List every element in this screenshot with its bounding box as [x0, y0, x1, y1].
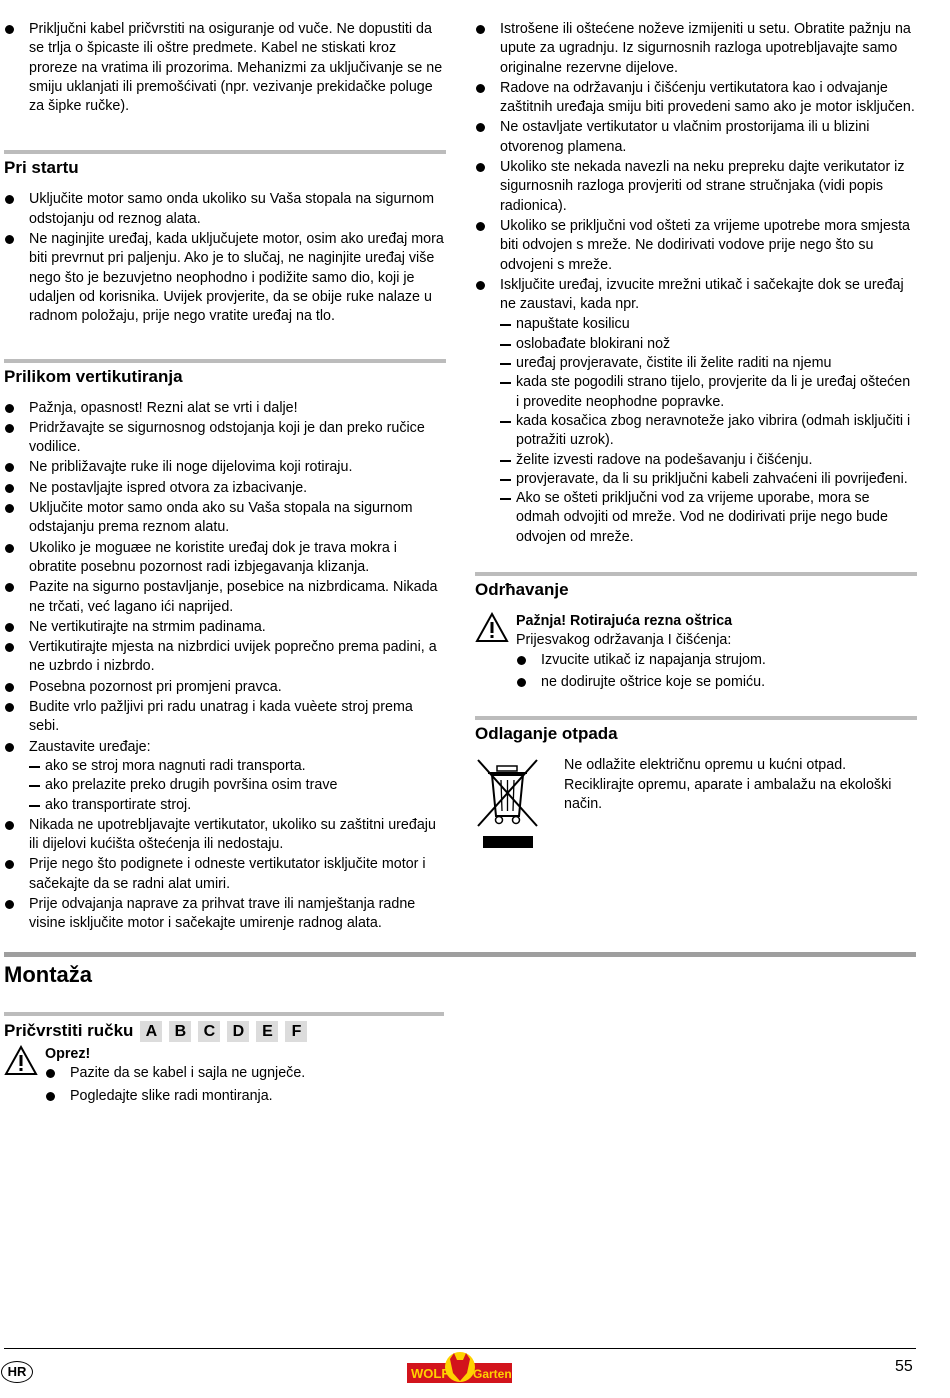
dash-item: kada kosačica zbog neravnoteže jako vibrira (odmah isključiti i potražiti uzrok). [500, 412, 917, 451]
list-item: Pridržavajte se sigurnosnog odstojanja koji je dan preko ručice vodilice. [4, 419, 446, 458]
dash-item: provjeravate, da li su priključni kabeli zahvaćeni ili povrijeđeni. [500, 470, 917, 489]
figure-label: F [285, 1021, 307, 1042]
warning-title: Pažnja! Rotirajuća rezna oštrica [516, 613, 733, 630]
section-title [4, 1020, 444, 1042]
list-item: Ukoliko je moguæe ne koristite uređaj dok je trava mokra i obratite posebnu pozornost radi izbjegavanja klizanja. [4, 539, 446, 578]
section-title: Prilikom vertikutiranja [4, 366, 183, 386]
list-item: Ne naginjite uređaj, kada uključujete motor, osim ako uređaj mora biti prevrnut pri paljenju. Ako je to slučaj, ne naginjite uređaj više nego što je bezuvjetno neophodno i podižite samo dio, koji je udaljen od korisnika. Uvijek provjerite, da se obije ruke nalaze u radnom položaju, prije nego vratite uređaj na tlo. [4, 230, 446, 326]
page-number: 55 [895, 1358, 913, 1375]
warning-triangle-icon [4, 1045, 38, 1076]
intro-list [4, 20, 446, 116]
section-title: Pri startu [4, 158, 79, 178]
list-item: Ne približavajte ruke ili noge dijelovima koji rotiraju. [4, 458, 446, 477]
section-montaza [4, 952, 916, 991]
list-item: Budite vrlo pažljivi pri radu unatrag i kada vuèete stroj prema sebi. [4, 698, 446, 737]
list-item: Izvucite utikač iz napajanja strujom. [516, 651, 917, 670]
list-item: Pazite da se kabel i sajla ne ugnječe. [45, 1064, 485, 1083]
footer-divider [4, 1348, 916, 1349]
list-item: ne dodirujte oštrice koje se pomiću. [516, 673, 917, 692]
list-item: Posebna pozornost pri promjeni pravca. [4, 678, 446, 697]
list-item: Pogledajte slike radi montiranja. [45, 1087, 485, 1106]
dash-item: Ako se ošteti priključni vod za vrijeme uporabe, mora se odmah odvojiti od mreže. Vod ne dodirivati prije nego bude odvojen od mreže. [500, 489, 917, 547]
dash-item: oslobađate blokirani nož [500, 335, 917, 354]
figure-label: A [140, 1021, 162, 1042]
list-item: Isključite uređaj, izvucite mrežni utikač i sačekajte dok se uređaj ne zaustavi, kada npr. [475, 276, 917, 315]
dash-item: kada ste pogodili strano tijelo, provjerite da li je uređaj oštećen i provedite neophodne popravke. [500, 373, 917, 412]
right-dash-list [500, 315, 917, 547]
list-item: Ukoliko ste nekada navezli na neku prepreku dajte verikutator iz sigurnosnih razloga provjeriti od strane stručnjaka (vidi popis radionica). [475, 158, 917, 216]
dash-item: ako se stroj mora nagnuti radi transporta. [29, 757, 446, 776]
list-item: Istrošene ili oštećene noževe izmijeniti u setu. Obratite pažnju na upute za ugradnju. Iz sigurnosnih razloga upotrebljavajte samo originalne rezervne dijelove. [475, 20, 917, 78]
prilikom-list-continued [4, 816, 446, 934]
language-badge: HR [1, 1361, 33, 1383]
disposal-block [475, 756, 917, 856]
section-title: Odrħavanje [475, 580, 569, 600]
dash-item: ako prelazite preko drugih površina osim trave [29, 776, 446, 795]
list-item: Prije nego što podignete i odneste vertikutator isključite motor i sačekajte da se radni alat umiri. [4, 855, 446, 894]
list-item: Pažnja, opasnost! Rezni alat se vrti i dalje! [4, 399, 446, 418]
list-item: Nikada ne upotrebljavajte vertikutator, ukoliko su zaštitni uređaju ili dijelovi kućišta oštećenja ili nedostaju. [4, 816, 446, 855]
section-pricvrstiti-rucku [4, 1012, 444, 1042]
figure-label: D [227, 1021, 249, 1042]
figure-label: C [198, 1021, 220, 1042]
oprez-warning [4, 1045, 485, 1109]
list-item: Uključite motor samo onda ako su Vaša stopala na sigurnom odstajanju prema reznom alatu. [4, 499, 446, 538]
oprez-list [45, 1064, 485, 1106]
list-item: Ukoliko se priključni vod ošteti za vrijeme upotrebe mora smjesta biti odvojen s mreže. Ne dodirivati vodove prije nego što su odvojeni s mreže. [475, 217, 917, 275]
crossed-bin-icon [475, 756, 541, 848]
stop-dash-list [29, 757, 446, 815]
list-item: Radove na održavanju i čišćenju vertikutatora kao i odvajanje zaštitnih uređaja smiju biti provedeni samo ako je motor isključen. [475, 79, 917, 118]
list-item: Priključni kabel pričvrstiti na osiguranje od vuče. Ne dopustiti da se trlja o špicaste ili oštre predmete. Kabel ne stiskati kroz proreze na vratima ili prozorima. Mehanizmi za uključivanje se ne smiju uklanjati ili premošćivati (npr. vezivanje prekidačke poluge za šipke ručke). [4, 20, 446, 116]
right-list [475, 20, 917, 314]
pri-startu-list [4, 190, 446, 326]
list-item: Ne vertikutirajte na strmim padinama. [4, 618, 446, 637]
chapter-title: Montaža [4, 962, 92, 987]
section-odlaganje-otpada [475, 716, 917, 856]
disposal-text: Ne odlažite električnu opremu u kućni otpad. Reciklirajte opremu, aparate i ambalažu na ekološki način. [564, 757, 892, 812]
warning-title: Oprez! [45, 1046, 91, 1062]
section-pri-startu [4, 150, 446, 326]
dash-item: želite izvesti radove na podešavanju i čišćenju. [500, 451, 917, 470]
maintenance-list [516, 651, 917, 693]
list-item: Prije odvajanja naprave za prihvat trave ili namještanja radne visine isključite motor i sačekajte umirenje radnog alata. [4, 895, 446, 934]
prilikom-list [4, 399, 446, 757]
list-item: Ne ostavljate vertikutator u vlačnim prostorijama ili u blizini otvorenog plamena. [475, 118, 917, 157]
logo-text-left: WOLF [411, 1366, 450, 1381]
section-title: Odlaganje otpada [475, 724, 618, 744]
left-column [4, 20, 446, 935]
section-title-text: Pričvrstiti ručku [4, 1021, 134, 1040]
figure-label: B [169, 1021, 191, 1042]
dash-item: ako transportirate stroj. [29, 796, 446, 815]
right-column [475, 20, 917, 856]
wolf-garten-logo [407, 1351, 512, 1387]
section-odrzavanje [475, 572, 917, 692]
warning-triangle-icon [475, 612, 509, 643]
warning-intro: Prijesvakog održavanja I čišćenja: [516, 632, 732, 649]
list-item: Pazite na sigurno postavljanje, posebice na nizbrdicama. Nikada ne trčati, već lagano ići naprijed. [4, 578, 446, 617]
logo-text-right: Garten [473, 1367, 512, 1381]
dash-item: uređaj provjeravate, čistite ili želite raditi na njemu [500, 354, 917, 373]
list-item: Zaustavite uređaje: [4, 738, 446, 757]
list-item: Ne postavljajte ispred otvora za izbacivanje. [4, 479, 446, 498]
list-item: Uključite motor samo onda ukoliko su Vaša stopala na sigurnom odstojanju od reznog alata. [4, 190, 446, 229]
figure-label: E [256, 1021, 278, 1042]
maintenance-warning [475, 612, 917, 692]
dash-item: napuštate kosilicu [500, 315, 917, 334]
list-item: Vertikutirajte mjesta na nizbrdici uvijek poprečno prema padini, a ne uzbrdo i nizbrdo. [4, 638, 446, 677]
section-prilikom-vertikutiranja [4, 359, 446, 934]
